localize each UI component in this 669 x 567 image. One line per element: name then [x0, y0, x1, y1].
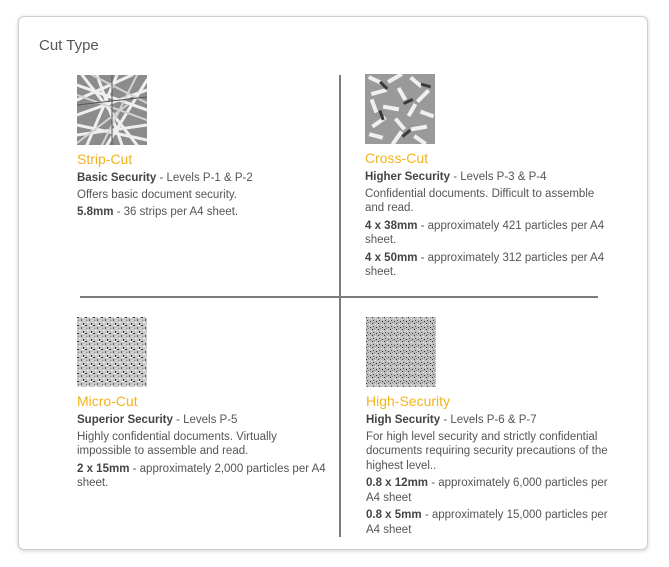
vertical-divider	[339, 75, 341, 537]
security-level: High Security - Levels P-6 & P-7	[366, 414, 537, 426]
cut-option-strip	[77, 75, 327, 222]
cut-description: Confidential documents. Difficult to assemble and read.	[365, 187, 595, 214]
cut-option-cross	[365, 74, 615, 282]
cut-description: Offers basic document security.	[77, 188, 238, 201]
cut-title: Cross-Cut	[365, 150, 429, 166]
security-level: Basic Security - Levels P-1 & P-2	[77, 172, 253, 184]
strip-cut-image	[77, 75, 147, 145]
cut-spec: 2 x 15mm - approximately 2,000 particles per A4 sheet.	[77, 462, 326, 489]
cross-cut-image	[365, 74, 435, 144]
cut-title: Micro-Cut	[77, 393, 138, 409]
cut-option-micro	[77, 317, 327, 493]
cut-spec: 0.8 x 5mm - approximately 15,000 particles per A4 sheet	[366, 509, 608, 536]
high-security-cut-image	[366, 317, 436, 387]
cut-spec: 4 x 38mm - approximately 421 particles per A4 sheet.	[365, 219, 605, 246]
cut-type-panel	[18, 16, 648, 550]
cut-description: Highly confidential documents. Virtually impossible to assemble and read.	[77, 430, 277, 457]
micro-cut-image	[77, 317, 147, 387]
cut-spec: 5.8mm - 36 strips per A4 sheet.	[77, 206, 239, 218]
cut-description: For high level security and strictly confidential documents requiring security precautions of the highest level..	[366, 430, 608, 472]
horizontal-divider	[80, 296, 598, 298]
panel-title: Cut Type	[39, 37, 99, 54]
security-level: Superior Security - Levels P-5	[77, 414, 238, 426]
cut-spec: 0.8 x 12mm - approximately 6,000 particles per A4 sheet	[366, 477, 608, 504]
cut-title: Strip-Cut	[77, 151, 133, 167]
cut-option-high-security	[366, 317, 616, 539]
cut-title: High-Security	[366, 393, 451, 409]
cut-spec: 4 x 50mm - approximately 312 particles per A4 sheet.	[365, 251, 605, 278]
security-level: Higher Security - Levels P-3 & P-4	[365, 171, 547, 183]
